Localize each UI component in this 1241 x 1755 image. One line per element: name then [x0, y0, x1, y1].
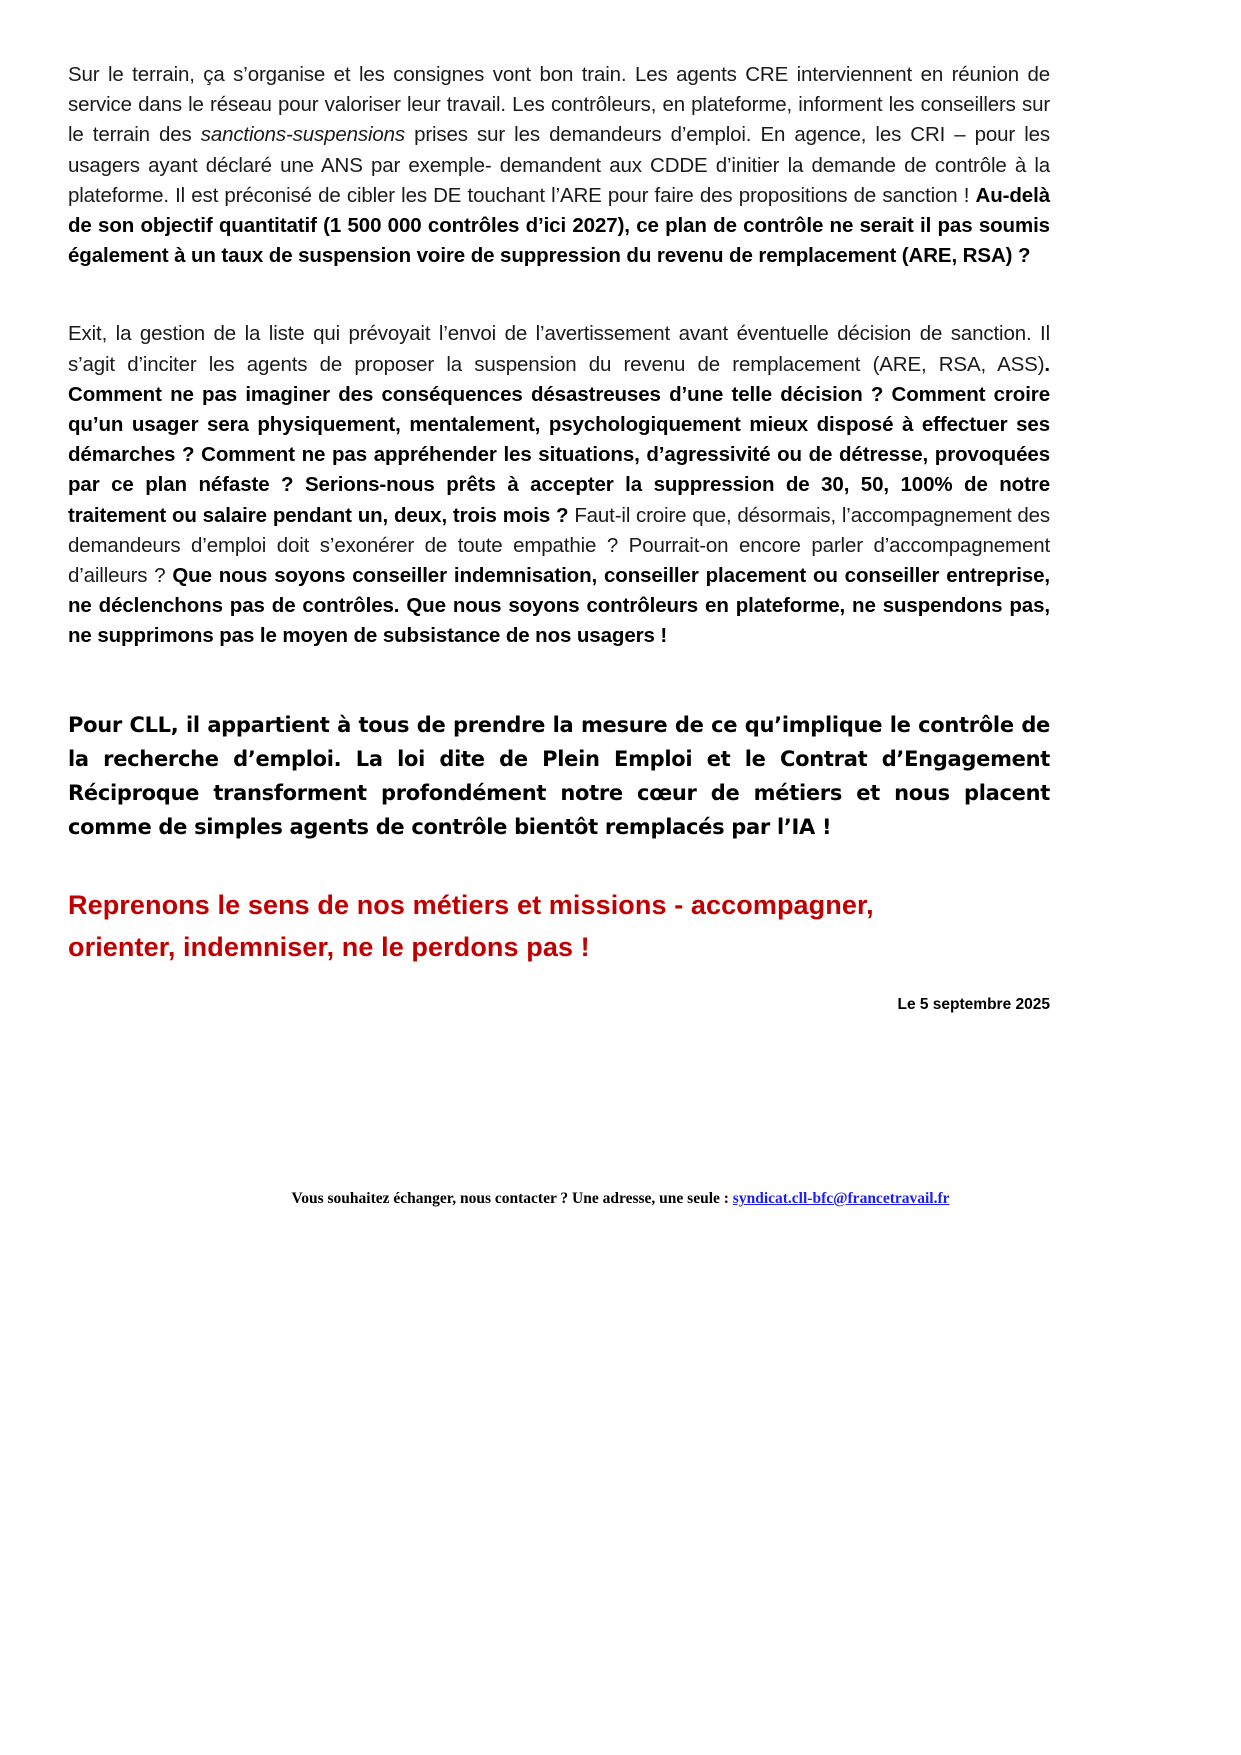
footer-contact — [0, 1190, 1241, 1208]
paragraph-exit-text-2: Faut-il croire que, désormais, l’accompagnement des demandeurs d’emploi doit s’exonérer de toute empathie ? Pourrait-on encore parler d’accompagnement d’ailleurs ? — [68, 503, 1050, 588]
paragraph-exit-bold-2: Que nous soyons conseiller indemnisation, conseiller placement ou conseiller entreprise, ne déclenchons pas de contrôles. Que nous soyons contrôleurs en plateforme, ne suspendons pas, ne supprimons pas le moyen de subsistance de nos usagers ! — [68, 564, 1050, 648]
slogan-line-1: Reprenons le sens de nos métiers et missions - accompagner, — [68, 889, 874, 920]
paragraph-terrain-text-2: prises sur les demandeurs d’emploi. En agence, les CRI – pour les usagers ayant déclaré une ANS par exemple- demandent aux CDDE d’initier la demande de contrôle à la plateforme. Il est préconisé de cibler les DE touchant l’ARE pour faire des propositions de sanction ! — [68, 123, 1050, 207]
date-line: Le 5 septembre 2025 — [897, 995, 1050, 1013]
slogan-line-2: orienter, indemniser, ne le perdons pas ! — [68, 931, 590, 962]
spacer-4 — [68, 968, 1051, 996]
spacer-3 — [68, 844, 1051, 884]
paragraph-exit — [68, 319, 1050, 651]
paragraph-exit-text-1: Exit, la gestion de la liste qui prévoyait l’envoi de l’avertissement avant éventuelle décision de sanction. Il s’agit d’inciter les agents de proposer la suspension du revenu de remplacement (ARE, RSA, ASS) — [68, 322, 1050, 376]
paragraph-exit-bold-1: . Comment ne pas imaginer des conséquences désastreuses d’une telle décision ? Comment croire qu’un usager sera physiquement, mentalement, psychologiquement mieux disposé à effectuer ses démarches ? Comment ne pas appréhender les situations, d’agressivité ou de détresse, provoquées par ce plan néfaste ? Serions-nous prêts à accepter la suppression de 30, 50, 100% de notre traitement ou salaire pendant un, deux, trois mois ? — [68, 352, 1050, 527]
paragraph-terrain-text-1: Sur le terrain, ça s’organise et les consignes vont bon train. Les agents CRE interviennent en réunion de service dans le réseau pour valoriser leur travail. Les contrôleurs, en plateforme, informent les conseillers sur le terrain des — [68, 63, 1050, 147]
paragraph-terrain — [68, 60, 1050, 271]
footer-text: Vous souhaitez échanger, nous contacter ? Une adresse, une seule : — [291, 1190, 733, 1207]
slogan-heading — [68, 884, 1050, 968]
paragraph-terrain-emphasis: sanctions-suspensions — [200, 123, 405, 147]
paragraph-pour-cll: Pour CLL, il appartient à tous de prendre la mesure de ce qu’implique le contrôle de la recherche d’emploi. La loi dite de Plein Emploi et le Contrat d’Engagement Réciproque transforment profondément notre cœur de métiers et nous placent comme de simples agents de contrôle bientôt remplacés par l’IA ! — [68, 712, 1050, 839]
footer-email-link[interactable]: syndicat.cll-bfc@francetravail.fr — [732, 1190, 950, 1207]
spacer-1 — [68, 271, 1051, 319]
paragraph-terrain-bold: Au-delà de son objectif quantitatif (1 500 000 contrôles d’ici 2027), ce plan de contrôle ne serait il pas soumis également à un taux de suspension voire de suppression du revenu de remplacement (ARE, RSA) ? — [68, 183, 1050, 268]
spacer-2 — [68, 652, 1051, 708]
